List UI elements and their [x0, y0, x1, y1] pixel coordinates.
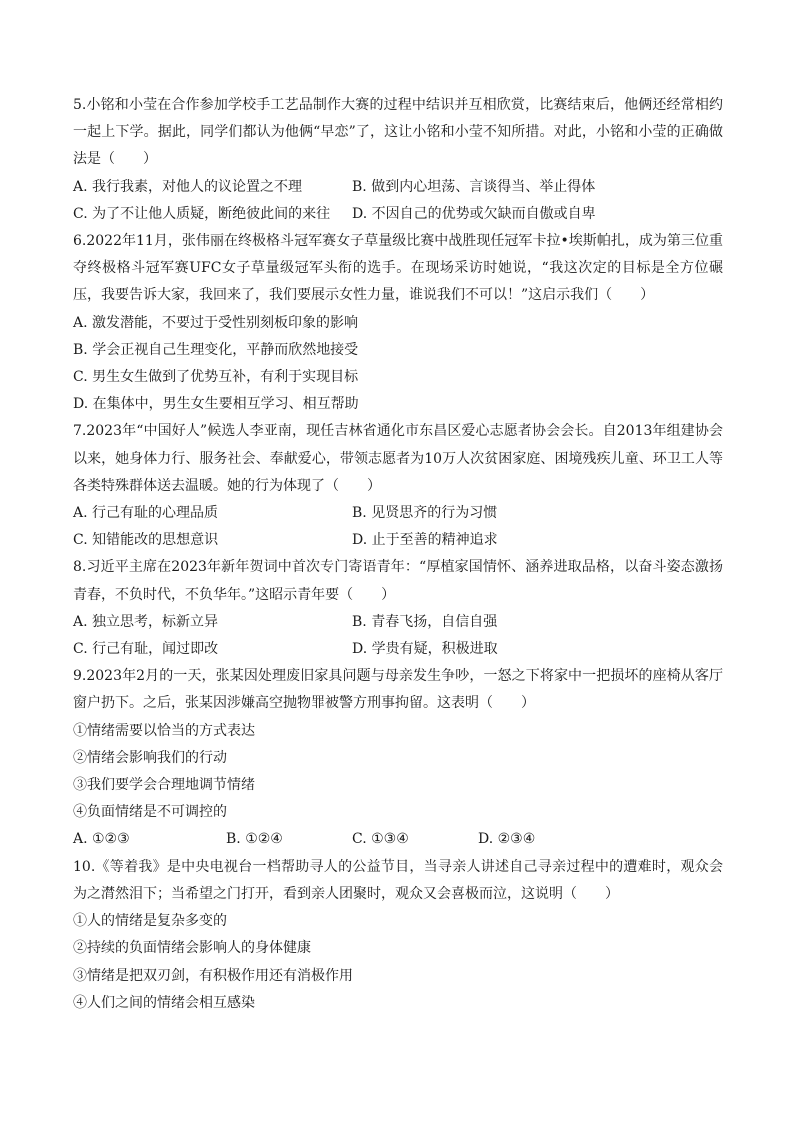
statement-list [73, 718, 723, 827]
option-d[interactable]: D. 在集体中，男生女生要相互学习、相互帮助 [73, 396, 359, 413]
option-d[interactable]: D. 止于至善的精神追求 [352, 532, 498, 549]
statement-1: ①人的情绪是复杂多变的 [73, 913, 227, 930]
option-a[interactable]: A. 我行我素，对他人的议论置之不理 [73, 178, 303, 195]
question-stem: 8.习近平主席在2023年新年贺词中首次专门寄语青年：“厚植家国情怀、涵养进取品格，以奋斗姿态激扬青春，不负时代，不负华年。”这昭示青年要（ ） [73, 559, 723, 603]
option-c[interactable]: C. ①③④ [352, 831, 409, 848]
statement-3: ③情绪是把双刃剑，有积极作用还有消极作用 [73, 967, 353, 984]
option-b[interactable]: B. 见贤思齐的行为习惯 [352, 505, 498, 522]
option-c[interactable]: C. 为了不让他人质疑，断绝彼此间的来往 [73, 205, 331, 222]
question-6 [73, 228, 723, 418]
option-d[interactable]: D. 不因自己的优势或欠缺而自傲或自卑 [352, 205, 596, 222]
answer-options [73, 826, 723, 853]
answer-options [73, 174, 723, 228]
option-c[interactable]: C. 知错能改的思想意识 [73, 532, 219, 549]
exam-page [73, 92, 723, 1017]
statement-3: ③我们要学会合理地调节情绪 [73, 777, 255, 794]
option-a[interactable]: A. 独立思考，标新立异 [73, 613, 219, 630]
statement-4: ④人们之间的情绪会相互感染 [73, 994, 255, 1011]
answer-options [73, 500, 723, 554]
question-5 [73, 92, 723, 228]
statement-2: ②情绪会影响我们的行动 [73, 749, 227, 766]
option-d[interactable]: D. ②③④ [478, 831, 536, 848]
statement-1: ①情绪需要以恰当的方式表达 [73, 722, 255, 739]
option-b[interactable]: B. 做到内心坦荡、言谈得当、举止得体 [352, 178, 596, 195]
question-9 [73, 663, 723, 853]
question-stem: 6.2022年11月，张伟丽在终极格斗冠军赛女子草量级比赛中战胜现任冠军卡拉•埃斯帕扎，成为第三位重夺终极格斗冠军赛UFC女子草量级冠军头衔的选手。在现场采访时她说，“我这次定的目标是全方位碾压，我要告诉大家，我回来了，我们要展示女性力量，谁说我们不可以！”这启示我们（ ） [73, 233, 723, 304]
option-a[interactable]: A. 激发潜能，不要过于受性别刻板印象的影响 [73, 314, 359, 331]
question-stem: 10.《等着我》是中央电视台一档帮助寻人的公益节目，当寻亲人讲述自己寻亲过程中的遭难时，观众会为之潸然泪下；当希望之门打开，看到亲人团聚时，观众又会喜极而泣，这说明（ ） [73, 858, 723, 902]
statement-4: ④负面情绪是不可调控的 [73, 804, 227, 821]
question-8 [73, 554, 723, 663]
answer-options [73, 310, 723, 419]
option-a[interactable]: A. ①②③ [73, 831, 130, 848]
option-b[interactable]: B. 青春飞扬，自信自强 [352, 613, 498, 630]
question-stem: 5.小铭和小莹在合作参加学校手工艺品制作大赛的过程中结识并互相欣赏，比赛结束后，他俩还经常相约一起上下学。据此，同学们都认为他俩“早恋”了，这让小铭和小莹不知所措。对此，小铭和小莹的正确做法是（ ） [73, 97, 723, 168]
option-a[interactable]: A. 行己有耻的心理品质 [73, 505, 219, 522]
option-b[interactable]: B. 学会正视自己生理变化，平静而欣然地接受 [73, 341, 359, 358]
option-c[interactable]: C. 男生女生做到了优势互补，有利于实现目标 [73, 369, 359, 386]
statement-list [73, 908, 723, 1017]
option-d[interactable]: D. 学贵有疑，积极进取 [352, 641, 498, 658]
question-7 [73, 418, 723, 554]
option-b[interactable]: B. ①②④ [226, 831, 283, 848]
answer-options [73, 609, 723, 663]
question-stem: 9.2023年2月的一天，张某因处理废旧家具问题与母亲发生争吵，一怒之下将家中一把损坏的座椅从客厅窗户扔下。之后，张某因涉嫌高空抛物罪被警方刑事拘留。这表明（ ） [73, 668, 723, 712]
statement-2: ②持续的负面情绪会影响人的身体健康 [73, 940, 311, 957]
option-c[interactable]: C. 行己有耻，闻过即改 [73, 641, 219, 658]
question-10 [73, 854, 723, 1017]
question-stem: 7.2023年“中国好人”候选人李亚南，现任吉林省通化市东昌区爱心志愿者协会会长。自2013年组建协会以来，她身体力行、服务社会、奉献爱心，带领志愿者为10万人次贫困家庭、困境残疾儿童、环卫工人等各类特殊群体送去温暖。她的行为体现了（ ） [73, 423, 723, 494]
